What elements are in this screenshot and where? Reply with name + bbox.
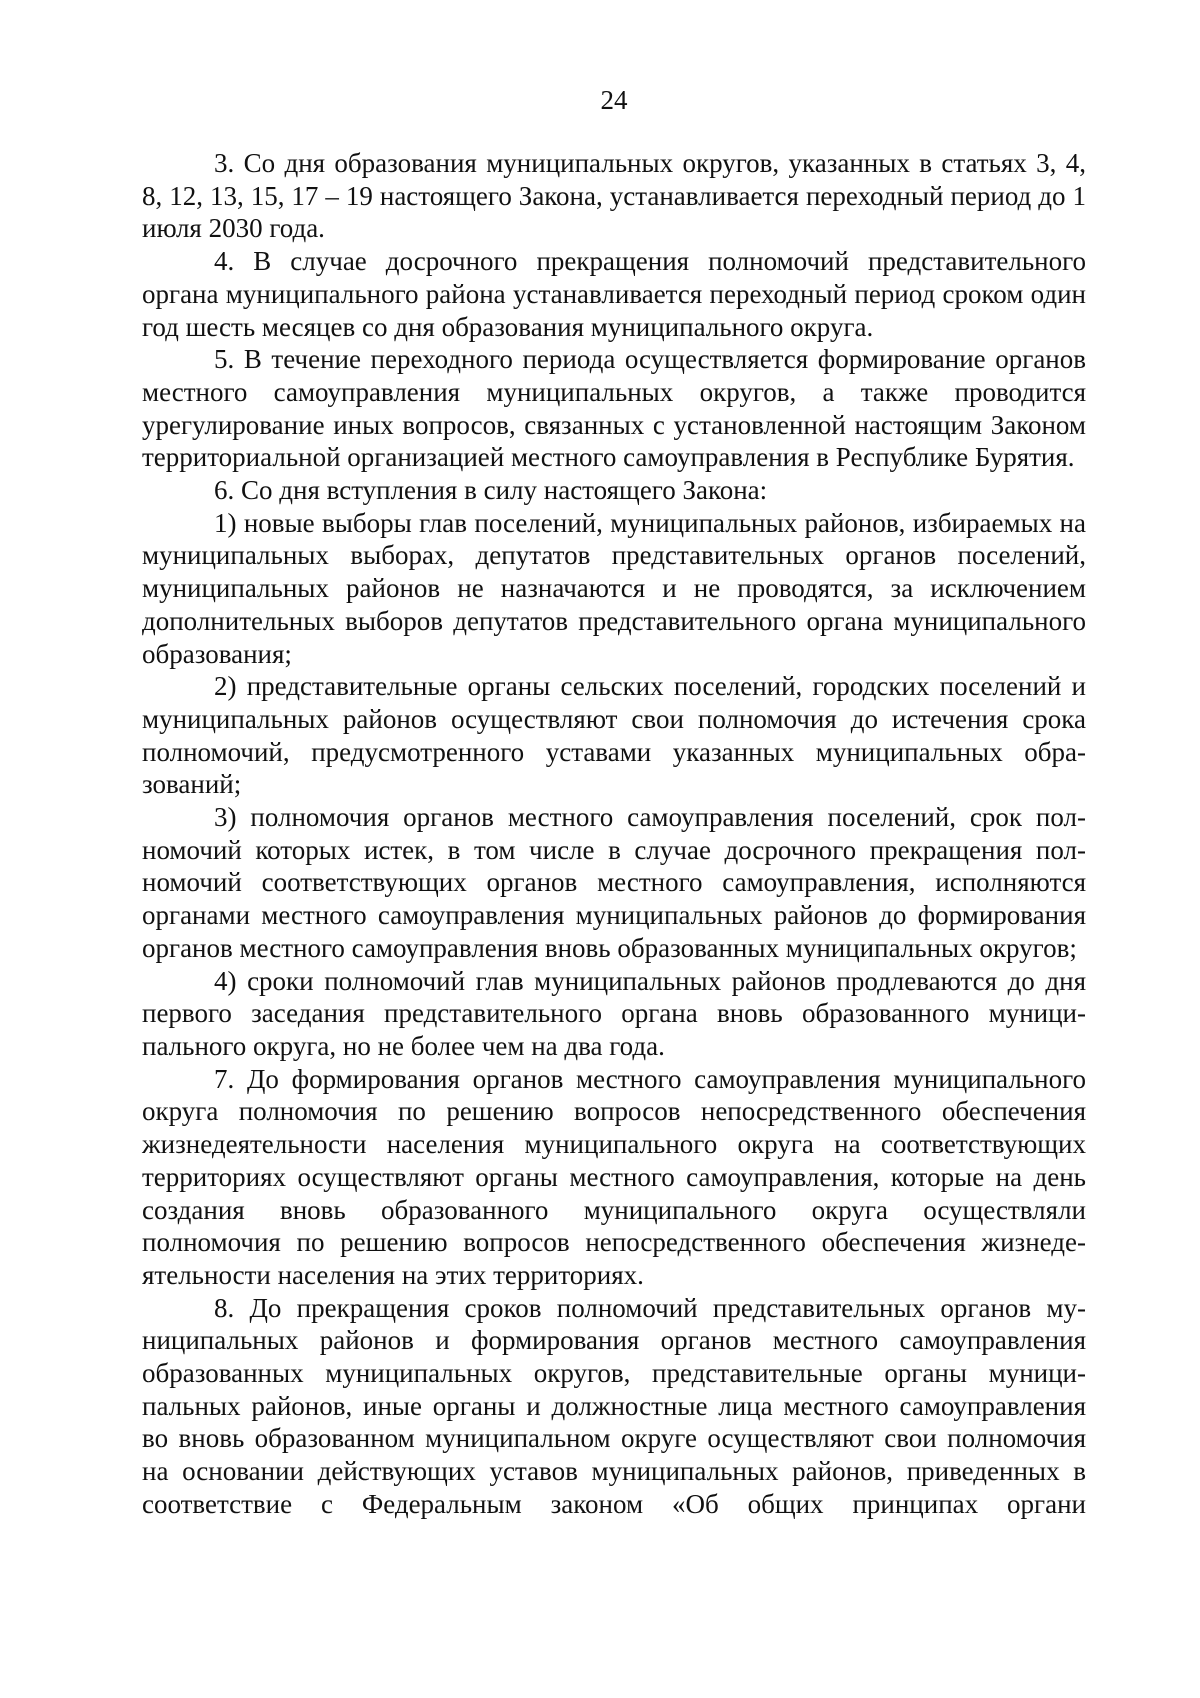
page-number: 24: [600, 85, 628, 115]
paragraph-3: 3. Со дня образования муниципальных округов, указанных в статьях 3, 4, 8, 12, 13, 15, 17 – 19 настоящего Закона, устанавливается переходный период до 1 июля 2030 года.: [142, 148, 1086, 244]
paragraph-6-item-1: 1) новые выборы глав поселений, муниципальных районов, избираемых на муниципальных выборах, депутатов представительных органов поселений, муниципальных районов не назначаются и не проводятся, за исключением дополнительных выборов депутатов представительного органа муниципального образования;: [142, 507, 1086, 669]
paragraph-8: 8. До прекращения сроков полномочий представительных органов муниципальных районов и формирования органов местного самоуправления образованных муниципальных округов, представительные органы муниципальных районов, иные органы и должностные лица местного самоуправления во вновь образованном муниципальном округе осуществляют свои полномочия на основании действующих уставов муниципальных районов, приведенных в соответствие с Федеральным законом «Об общих принципах органи: [142, 1292, 1086, 1519]
paragraph-6-item-4: 4) сроки полномочий глав муниципальных районов продлеваются до дня первого заседания представительного органа вновь образованного муниципального округа, но не более чем на два года.: [142, 965, 1086, 1061]
body-text: [142, 147, 1086, 1521]
paragraph-7: 7. До формирования органов местного самоуправления муниципального округа полномочия по решению вопросов непосредственного обеспечения жизнедеятельности населения муниципального округа на соответствующих территориях осуществляют органы местного самоуправления, которые на день создания вновь образованного муниципального округа осуществляли полномочия по решению вопросов непосредственного обеспечения жизнедеятельности населения на этих территориях.: [142, 1063, 1086, 1290]
paragraph-6-item-2: 2) представительные органы сельских поселений, городских поселений и муниципальных районов осуществляют свои полномочия до истечения срока полномочий, предусмотренного уставами указанных муниципальных образований;: [142, 671, 1086, 800]
paragraph-4: 4. В случае досрочного прекращения полномочий представительного органа муниципального района устанавливается переходный период сроком один год шесть месяцев со дня образования муниципального округа.: [142, 246, 1086, 342]
paragraph-6: 6. Со дня вступления в силу настоящего Закона:: [214, 475, 768, 506]
paragraph-5: 5. В течение переходного периода осуществляется формирование органов местного самоуправления муниципальных округов, а также проводится урегулирование иных вопросов, связанных с установленной настоящим Законом территориальной организацией местного самоуправления в Республике Бурятия.: [142, 344, 1086, 473]
paragraph-6-item-3: 3) полномочия органов местного самоуправления поселений, срок полномочий которых истек, в том числе в случае досрочного прекращения полномочий соответствующих органов местного самоуправления, исполняются органами местного самоуправления муниципальных районов до формирования органов местного самоуправления вновь образованных муниципальных округов;: [142, 802, 1086, 963]
